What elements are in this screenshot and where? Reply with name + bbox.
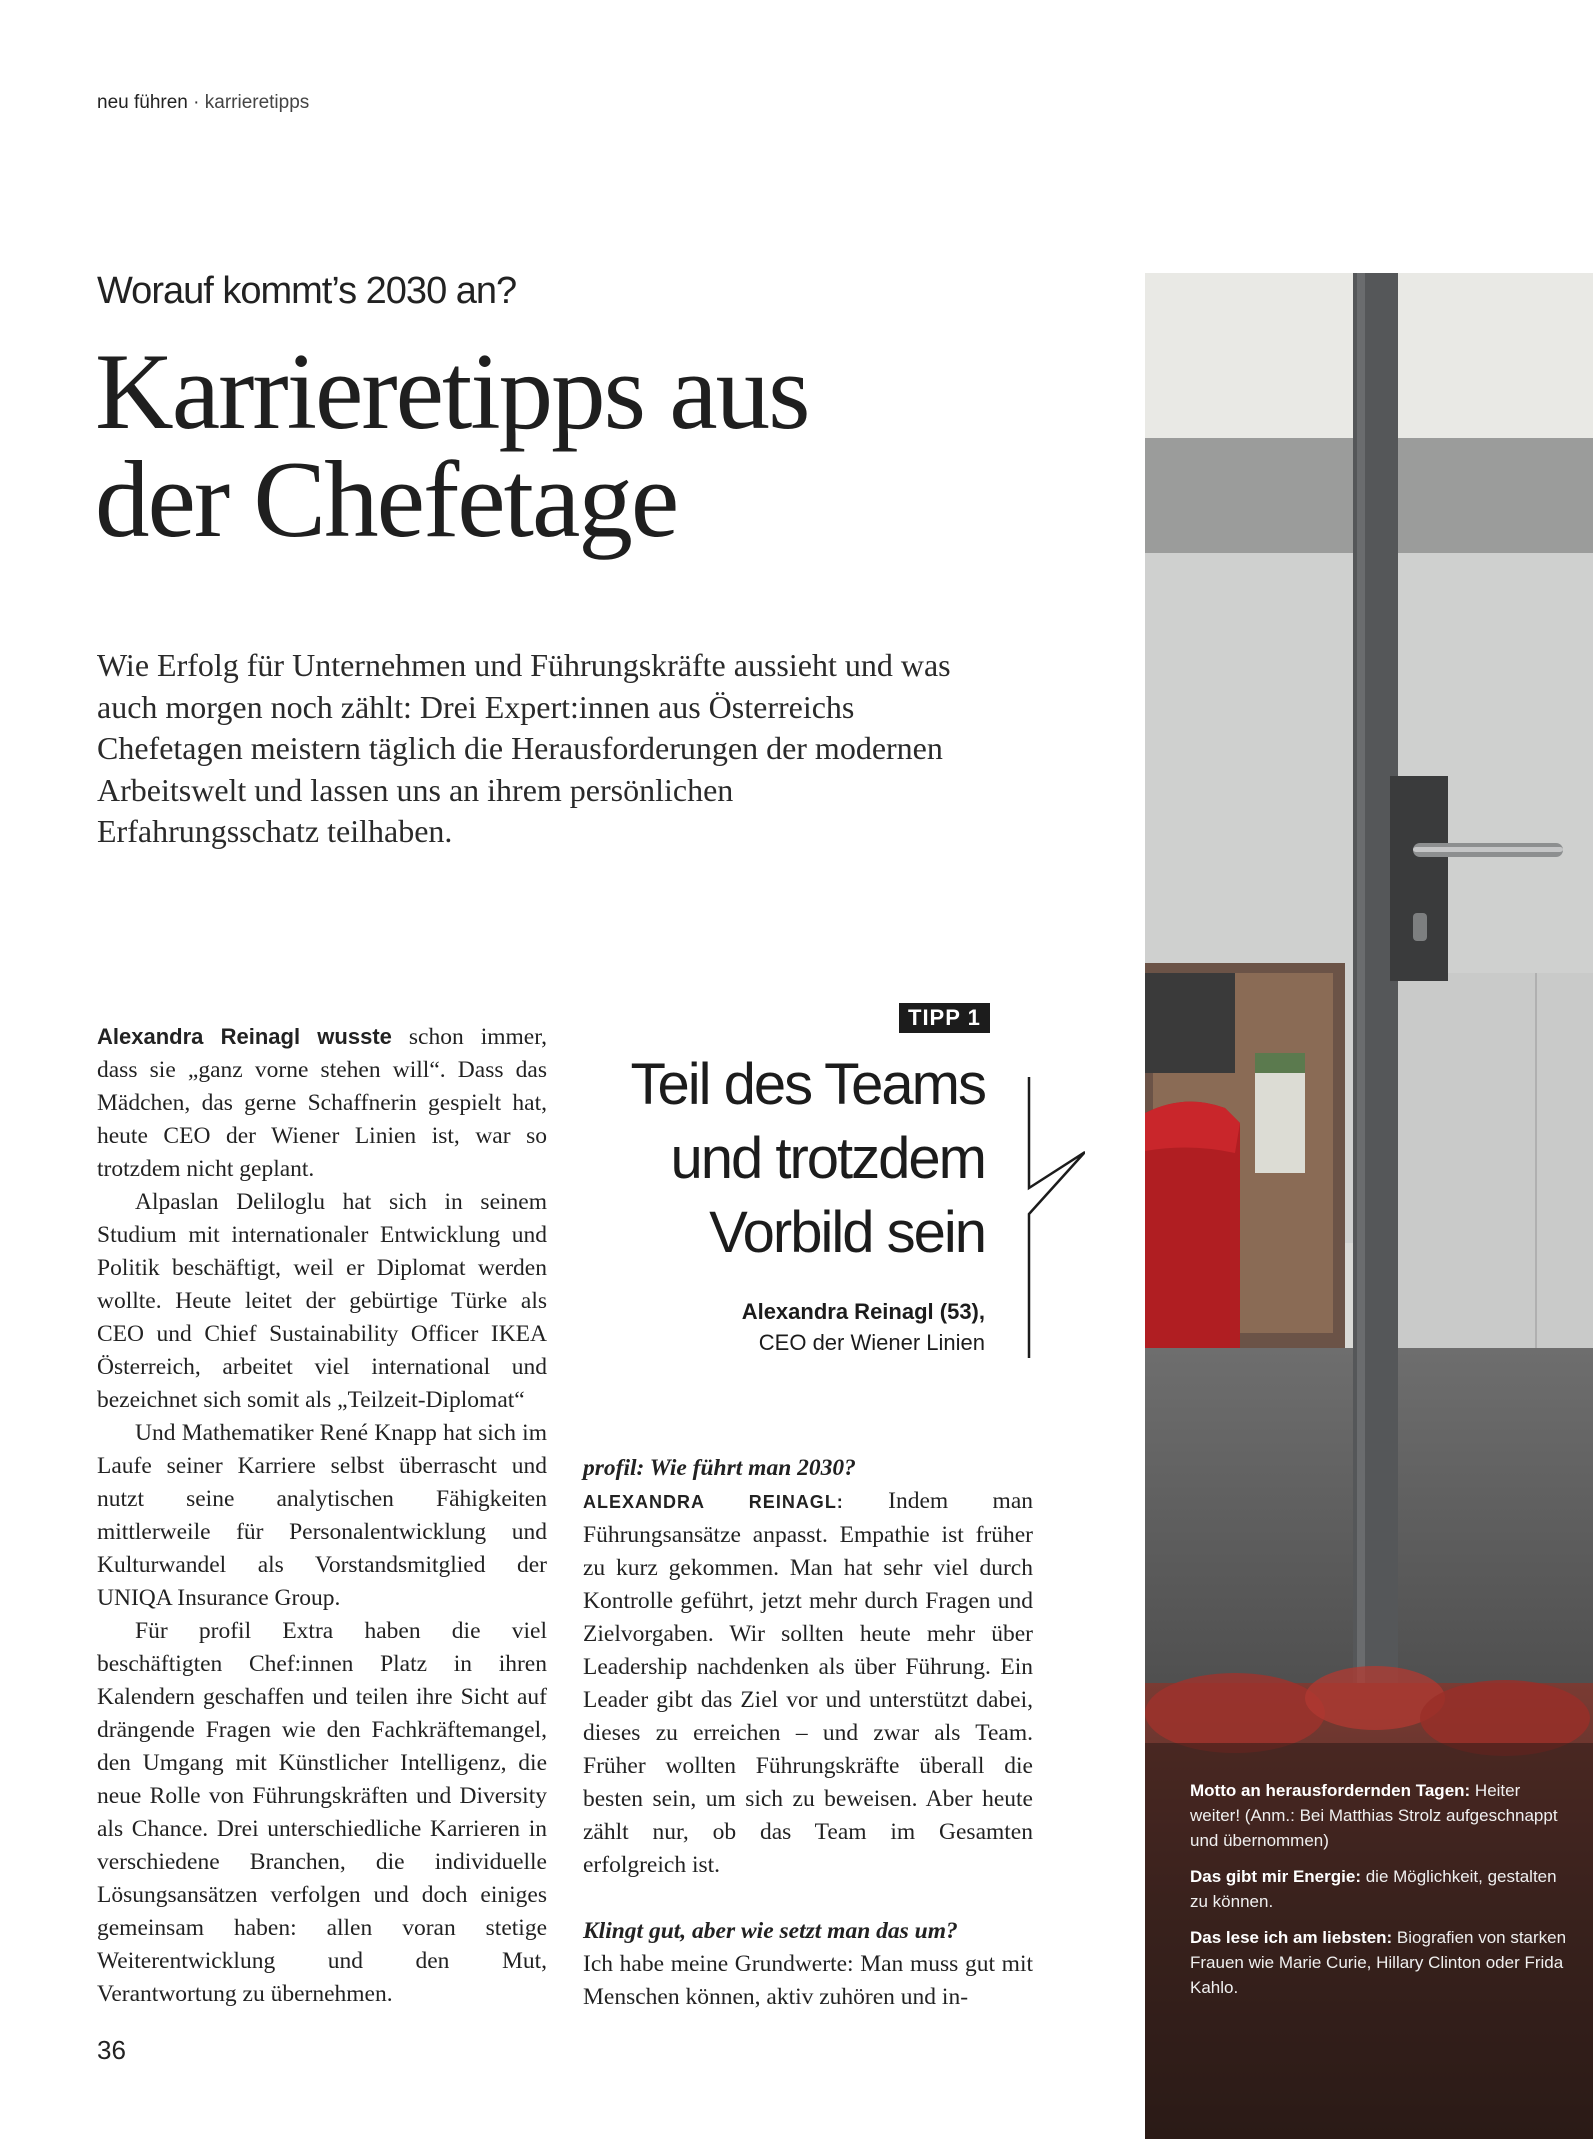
- caption-energy-text: die Möglichkeit, gestalten zu können.: [1190, 1867, 1557, 1911]
- interview-answer-1: [583, 1485, 1033, 1882]
- caption-reading: [1190, 1925, 1570, 2000]
- tipp-title: [555, 1048, 985, 1270]
- caption-energy-label: Das gibt mir Energie:: [1190, 1867, 1361, 1886]
- body-paragraph-4: Für profil Extra haben die viel beschäftigten Chef:innen Platz in ihren Kalendern geschaffen und teilen ihre Sicht auf drängende Fragen wie den Fachkräftemangel, den Umgang mit Künstlicher Intelligenz, die neue Rolle von Führungskräften und Diversity als Chance. Drei unterschiedliche Karrieren in verschiedene Branchen, die individuelle Lösungsansätzen verfolgen und doch einiges gemeinsam haben: allen voran stetige Weiterentwicklung und den Mut, Verantwortung zu übernehmen.: [97, 1618, 547, 2007]
- lead-in-name: Alexandra Reinagl wusste: [97, 1024, 392, 1049]
- caption-motto: [1190, 1778, 1570, 1853]
- tipp-bracket-divider: [1025, 1075, 1085, 1360]
- caption-reading-text: Biografien von starken Frauen wie Marie Curie, Hillary Clinton oder Frida Kahlo.: [1190, 1928, 1567, 1997]
- caption-motto-text: Heiter weiter! (Anm.: Bei Matthias Strolz aufgeschnappt und übernommen): [1190, 1781, 1558, 1850]
- interview-speaker: ALEXANDRA REINAGL:: [583, 1492, 844, 1512]
- body-column-left: [97, 1020, 547, 2011]
- body-paragraph-1: [97, 1020, 547, 1186]
- subsection-label: karrieretipps: [204, 92, 310, 113]
- tipp-title-line-2: und trotzdem: [670, 1126, 985, 1191]
- body-paragraph-2: Alpaslan Deliloglu hat sich in seinem Studium mit internationaler Entwicklung und Politik beschäftigt, weil er Diplomat werden wollte. Heute leitet der gebürtige Türke als CEO und Chief Sustainability Officer IKEA Österreich, arbeitet viel international und bezeichnet sich somit als „Teilzeit-Diplomat“: [97, 1189, 547, 1413]
- caption-reading-label: Das lese ich am liebsten:: [1190, 1928, 1393, 1947]
- interview-question-2: Klingt gut, aber wie setzt man das um?: [583, 1918, 958, 1944]
- caption-motto-label: Motto an herausfordernden Tagen:: [1190, 1781, 1471, 1800]
- tipp-title-line-3: Vorbild sein: [709, 1200, 985, 1265]
- lead-paragraph: Wie Erfolg für Unternehmen und Führungskräfte aussieht und was auch morgen noch zählt: Drei Expert:innen aus Österreichs Chefetagen meistern täglich die Herausforderungen der modernen Arbeitswelt und lassen uns an ihrem persönlichen Erfahrungsschatz teilhaben.: [97, 647, 951, 849]
- headline-line-2: der Chefetage: [95, 439, 678, 560]
- tipp-author-role: CEO der Wiener Linien: [758, 1330, 985, 1355]
- kicker: Worauf kommt’s 2030 an?: [97, 270, 517, 312]
- body-paragraph-1-text: schon immer, dass sie „ganz vorne stehen will“. Dass das Mädchen, das gerne Schaffnerin gespielt hat, heute CEO der Wiener Linien ist, war so trotzdem nicht geplant.: [97, 1024, 547, 1182]
- photo-caption: [1190, 1778, 1570, 2011]
- page-number: 36: [97, 2035, 126, 2065]
- section-label: neu führen: [97, 92, 188, 113]
- body-paragraph-3: Und Mathematiker René Knapp hat sich im Laufe seiner Karriere selbst überrascht und nutzt seine analytischen Fähigkeiten mittlerweile für Personalentwicklung und Kulturwandel als Vorstandsmitglied der UNIQA Insurance Group.: [97, 1420, 547, 1611]
- interview-answer-2: Ich habe meine Grundwerte: Man muss gut mit Menschen können, aktiv zuhören und in-: [583, 1951, 1033, 2010]
- tipp-badge: TIPP 1: [899, 1003, 990, 1033]
- tipp-author: [600, 1296, 985, 1358]
- running-head-separator: ·: [187, 92, 205, 113]
- tipp-title-line-1: Teil des Teams: [630, 1052, 985, 1117]
- tipp-author-name: Alexandra Reinagl (53),: [741, 1299, 985, 1324]
- interview-question-1: profil: Wie führt man 2030?: [583, 1455, 856, 1481]
- headline: [95, 331, 1095, 560]
- headline-line-1: Karrieretipps aus: [95, 331, 809, 452]
- interview-column: [583, 1452, 1033, 2014]
- interview-answer-1-text: Indem man Führungsansätze anpasst. Empathie ist früher zu kurz gekommen. Man hat sehr viel durch Kontrolle geführt, jetzt mehr durch Fragen und Zielvorgaben. Wir sollten heute mehr über Leadership nachdenken als über Führung. Ein Leader gibt das Ziel vor und unterstützt dabei, dieses zu erreichen – und zwar als Team. Früher wollten Führungskräfte überall die besten sein, um sich zu beweisen. Aber heute zählt nur, ob das Team im Gesamten erfolgreich ist.: [583, 1488, 1034, 1878]
- running-head: [97, 92, 309, 114]
- caption-energy: [1190, 1864, 1570, 1914]
